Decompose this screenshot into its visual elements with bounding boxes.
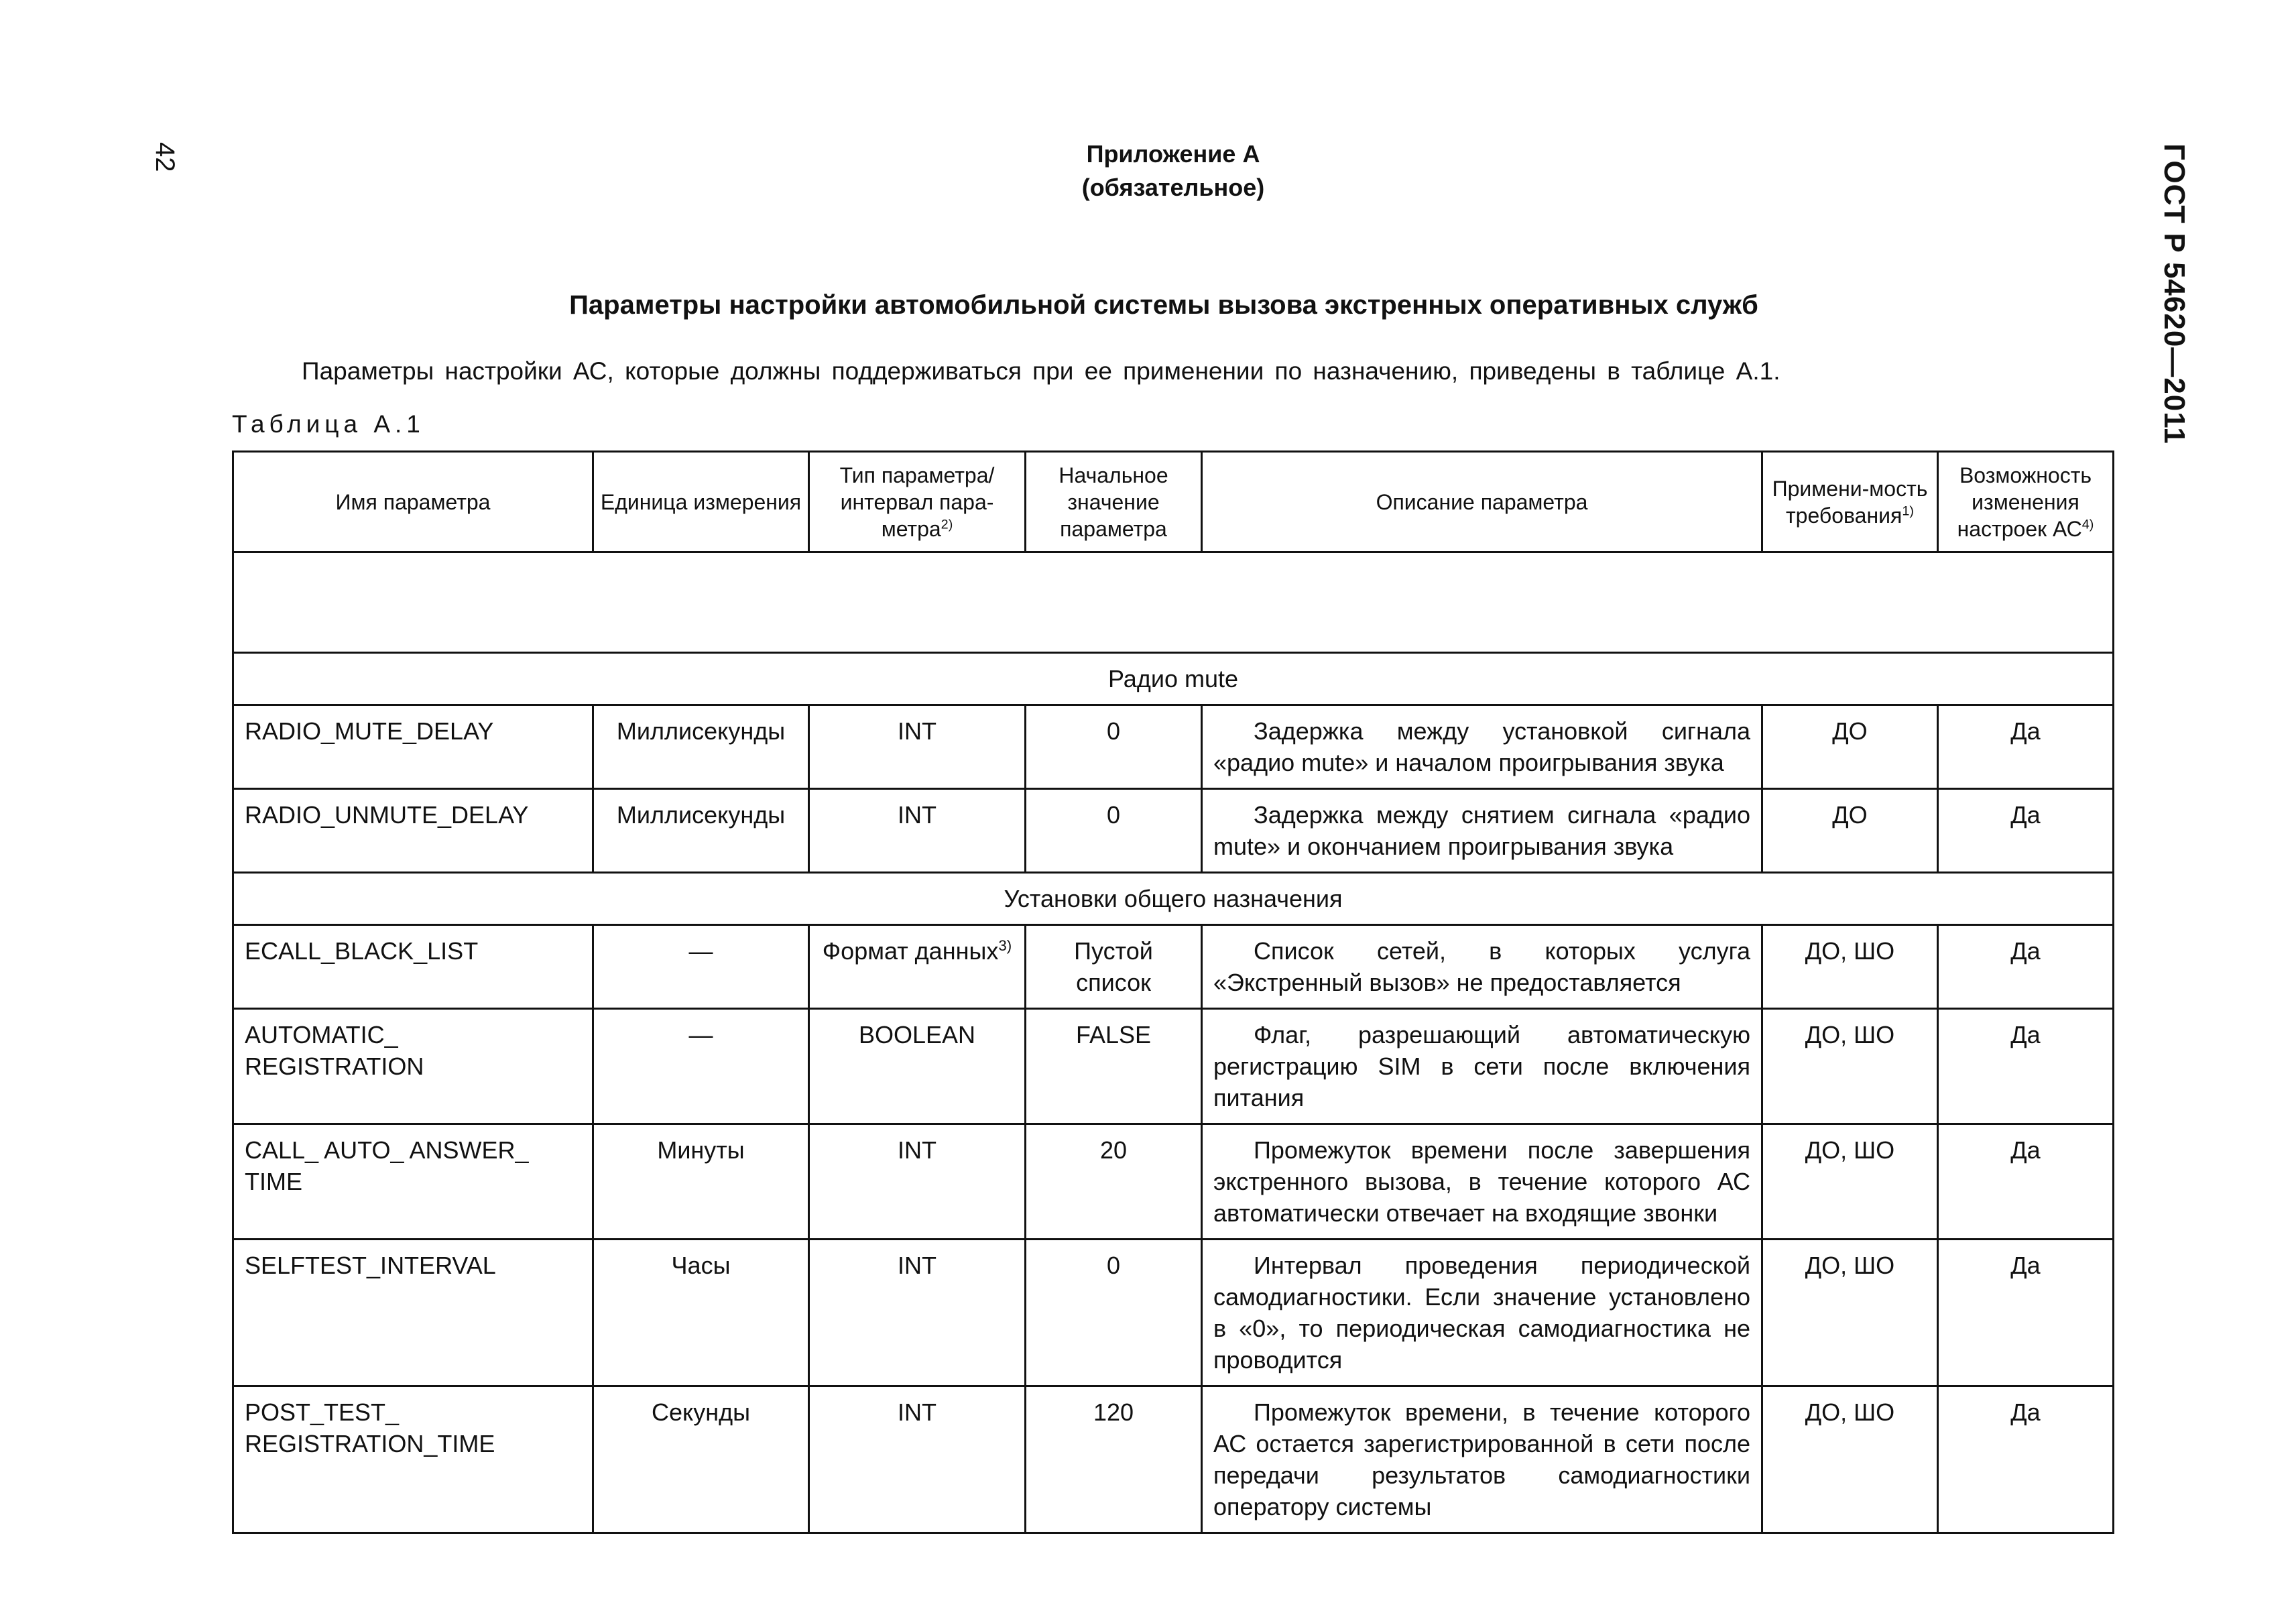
header-applicability — [1762, 452, 1938, 552]
cell-type-value: INT — [898, 717, 936, 745]
header-changeable-note: 4) — [2081, 516, 2094, 532]
header-initial: Начальное значение параметра — [1026, 452, 1202, 552]
cell-type — [809, 925, 1026, 1009]
table-row — [233, 1124, 2114, 1240]
cell-initial: 0 — [1026, 789, 1202, 873]
cell-name: RADIO_UNMUTE_DELAY — [233, 789, 593, 873]
table-caption: Таблица А.1 — [232, 410, 425, 438]
header-separator — [233, 552, 2114, 653]
intro-paragraph: Параметры настройки АС, которые должны поддерживаться при ее применении по назначению, приведены в таблице А.1. — [302, 357, 1780, 385]
header-separator-cell — [233, 552, 2114, 653]
cell-applicability: ДО, ШО — [1762, 1386, 1938, 1533]
cell-name: RADIO_MUTE_DELAY — [233, 705, 593, 789]
cell-applicability: ДО — [1762, 789, 1938, 873]
cell-initial: FALSE — [1026, 1009, 1202, 1124]
appendix-heading — [0, 137, 2296, 204]
cell-changeable: Да — [1938, 1124, 2114, 1240]
cell-type-value: INT — [898, 1398, 936, 1426]
table-body — [233, 653, 2114, 1533]
header-applicability-note: 1) — [1902, 503, 1914, 518]
header-type-label: Тип параметра/ интервал пара-метра — [839, 463, 995, 541]
cell-type-value: INT — [898, 1136, 936, 1164]
cell-initial: Пустой список — [1026, 925, 1202, 1009]
appendix-title: Приложение А — [1086, 140, 1260, 168]
cell-name: SELFTEST_INTERVAL — [233, 1240, 593, 1386]
table-row — [233, 1240, 2114, 1386]
cell-applicability: ДО, ШО — [1762, 1009, 1938, 1124]
cell-description: Список сетей, в которых услуга «Экстренный вызов» не предоставляется — [1202, 925, 1762, 1009]
section-row — [233, 873, 2114, 925]
cell-changeable: Да — [1938, 925, 2114, 1009]
table-header-row — [233, 452, 2114, 552]
cell-name: ECALL_BLACK_LIST — [233, 925, 593, 1009]
cell-initial: 120 — [1026, 1386, 1202, 1533]
cell-type — [809, 789, 1026, 873]
cell-applicability: ДО, ШО — [1762, 1240, 1938, 1386]
cell-description: Задержка между снятием сигнала «радио mute» и окончанием проигрывания звука — [1202, 789, 1762, 873]
cell-unit: — — [593, 1009, 809, 1124]
cell-changeable: Да — [1938, 1240, 2114, 1386]
section-title: Установки общего назначения — [233, 873, 2114, 925]
cell-type-value: Формат данных — [822, 937, 999, 965]
cell-name: CALL_ AUTO_ ANSWER_ TIME — [233, 1124, 593, 1240]
table-row — [233, 1386, 2114, 1533]
table-row — [233, 789, 2114, 873]
cell-type-note: 3) — [998, 937, 1012, 954]
cell-description: Интервал проведения периодической самодиагностики. Если значение установлено в «0», то периодическая самодиагностика не проводится — [1202, 1240, 1762, 1386]
cell-initial: 0 — [1026, 1240, 1202, 1386]
cell-description: Промежуток времени, в течение которого АС остается зарегистрированной в сети после передачи результатов самодиагностики оператору системы — [1202, 1386, 1762, 1533]
cell-unit: Часы — [593, 1240, 809, 1386]
cell-type — [809, 1124, 1026, 1240]
cell-description: Флаг, разрешающий автоматическую регистрацию SIM в сети после включения питания — [1202, 1009, 1762, 1124]
standard-id: ГОСТ Р 54620—2011 — [2158, 143, 2191, 444]
header-description: Описание параметра — [1202, 452, 1762, 552]
page-number: 42 — [150, 142, 180, 172]
cell-type — [809, 1240, 1026, 1386]
cell-initial: 20 — [1026, 1124, 1202, 1240]
cell-type — [809, 705, 1026, 789]
cell-type-value: INT — [898, 801, 936, 829]
cell-unit: Секунды — [593, 1386, 809, 1533]
cell-initial: 0 — [1026, 705, 1202, 789]
header-type — [809, 452, 1026, 552]
table-row — [233, 925, 2114, 1009]
cell-name: AUTOMATIC_ REGISTRATION — [233, 1009, 593, 1124]
cell-applicability: ДО, ШО — [1762, 925, 1938, 1009]
cell-description: Промежуток времени после завершения экстренного вызова, в течение которого АС автоматически отвечает на входящие звонки — [1202, 1124, 1762, 1240]
cell-unit: Миллисекунды — [593, 789, 809, 873]
appendix-status: (обязательное) — [1081, 174, 1265, 201]
cell-changeable: Да — [1938, 1009, 2114, 1124]
cell-changeable: Да — [1938, 1386, 2114, 1533]
header-applicability-label: Примени-мость требования — [1772, 476, 1928, 528]
header-name: Имя параметра — [233, 452, 593, 552]
header-changeable-label: Возможность изменения настроек АС — [1957, 463, 2092, 541]
cell-name: POST_TEST_ REGISTRATION_TIME — [233, 1386, 593, 1533]
parameters-table — [232, 450, 2114, 1534]
cell-type — [809, 1009, 1026, 1124]
cell-type — [809, 1386, 1026, 1533]
table-row — [233, 1009, 2114, 1124]
cell-description: Задержка между установкой сигнала «радио mute» и началом проигрывания звука — [1202, 705, 1762, 789]
main-title: Параметры настройки автомобильной системы вызова экстренных оперативных служб — [569, 290, 1758, 320]
table-row — [233, 705, 2114, 789]
header-unit: Единица измерения — [593, 452, 809, 552]
section-row — [233, 653, 2114, 705]
cell-type-value: BOOLEAN — [858, 1021, 976, 1048]
cell-unit: Минуты — [593, 1124, 809, 1240]
section-title: Радио mute — [233, 653, 2114, 705]
cell-applicability: ДО — [1762, 705, 1938, 789]
cell-changeable: Да — [1938, 789, 2114, 873]
header-type-note: 2) — [941, 516, 953, 532]
cell-applicability: ДО, ШО — [1762, 1124, 1938, 1240]
cell-changeable: Да — [1938, 705, 2114, 789]
cell-unit: Миллисекунды — [593, 705, 809, 789]
cell-type-value: INT — [898, 1252, 936, 1279]
cell-unit: — — [593, 925, 809, 1009]
header-changeable — [1938, 452, 2114, 552]
